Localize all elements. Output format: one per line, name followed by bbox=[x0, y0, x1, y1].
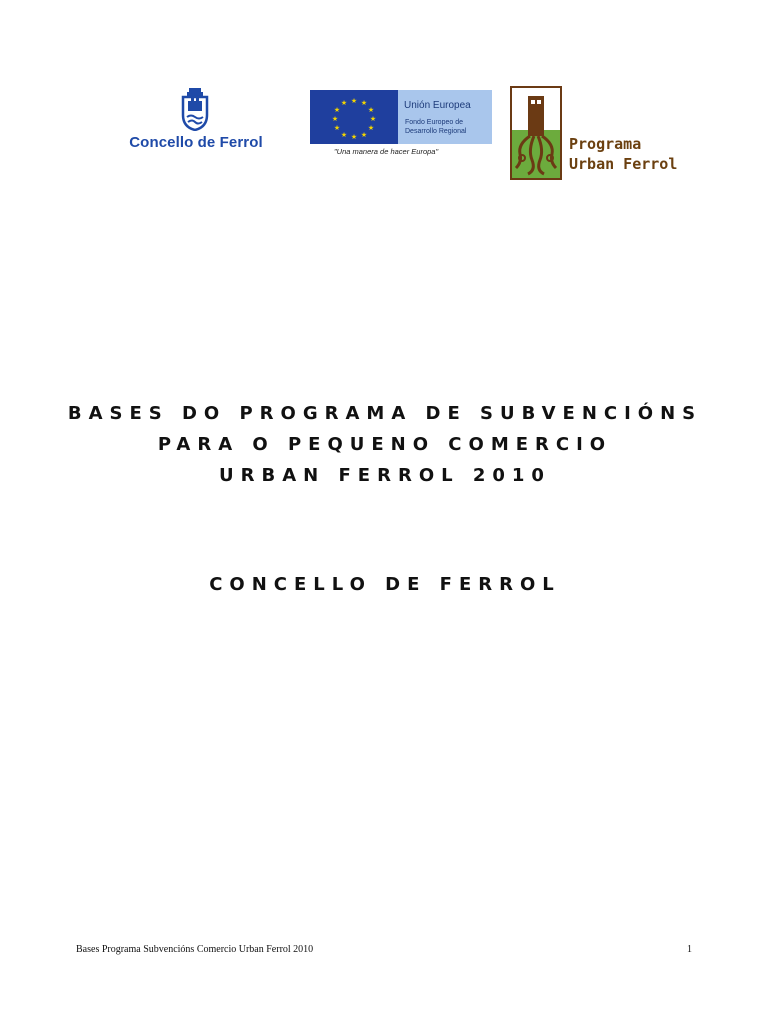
document-subtitle: CONCELLO DE FERROL bbox=[209, 574, 561, 595]
eu-stars-icon bbox=[310, 90, 398, 144]
svg-text:★: ★ bbox=[367, 124, 375, 132]
svg-text:★: ★ bbox=[340, 99, 348, 107]
svg-text:★: ★ bbox=[367, 106, 375, 114]
eu-fund-line-2: Desarrollo Regional bbox=[405, 128, 467, 135]
svg-text:★: ★ bbox=[331, 115, 339, 123]
eu-fund-line-1: Fondo Europeo de bbox=[405, 119, 463, 126]
concello-de-ferrol-logo bbox=[126, 87, 266, 155]
svg-text:★: ★ bbox=[360, 99, 368, 107]
document-title bbox=[0, 398, 770, 491]
urban-logo-line-1: Programa bbox=[569, 135, 642, 153]
svg-text:★: ★ bbox=[333, 124, 341, 132]
ferrol-logo-text: Concello de Ferrol bbox=[129, 134, 263, 151]
svg-text:★: ★ bbox=[333, 106, 341, 114]
ferrol-crest-icon bbox=[179, 87, 211, 131]
title-line-3: URBAN FERROL 2010 bbox=[219, 465, 551, 486]
svg-text:★: ★ bbox=[350, 97, 358, 105]
programa-urban-ferrol-logo bbox=[510, 86, 700, 181]
eu-flag bbox=[310, 90, 398, 144]
eu-feder-logo bbox=[310, 90, 492, 162]
page-number: 1 bbox=[687, 944, 692, 955]
eu-fund-text bbox=[405, 118, 466, 136]
eu-logo-title: Unión Europea bbox=[404, 100, 471, 111]
title-line-1: BASES DO PROGRAMA DE SUBVENCIÓNS bbox=[67, 403, 703, 424]
urban-tower-octopus-icon bbox=[510, 86, 562, 180]
eu-motto: "Una manera de hacer Europa" bbox=[334, 147, 439, 156]
urban-logo-line-2: Urban Ferrol bbox=[569, 155, 678, 173]
svg-text:★: ★ bbox=[340, 131, 348, 139]
svg-text:★: ★ bbox=[360, 131, 368, 139]
svg-text:★: ★ bbox=[369, 115, 377, 123]
urban-logo-text bbox=[569, 134, 677, 174]
title-line-2: PARA O PEQUENO COMERCIO bbox=[157, 434, 613, 455]
svg-text:★: ★ bbox=[350, 133, 358, 141]
footer-text: Bases Programa Subvencións Comercio Urban Ferrol 2010 bbox=[76, 944, 314, 955]
